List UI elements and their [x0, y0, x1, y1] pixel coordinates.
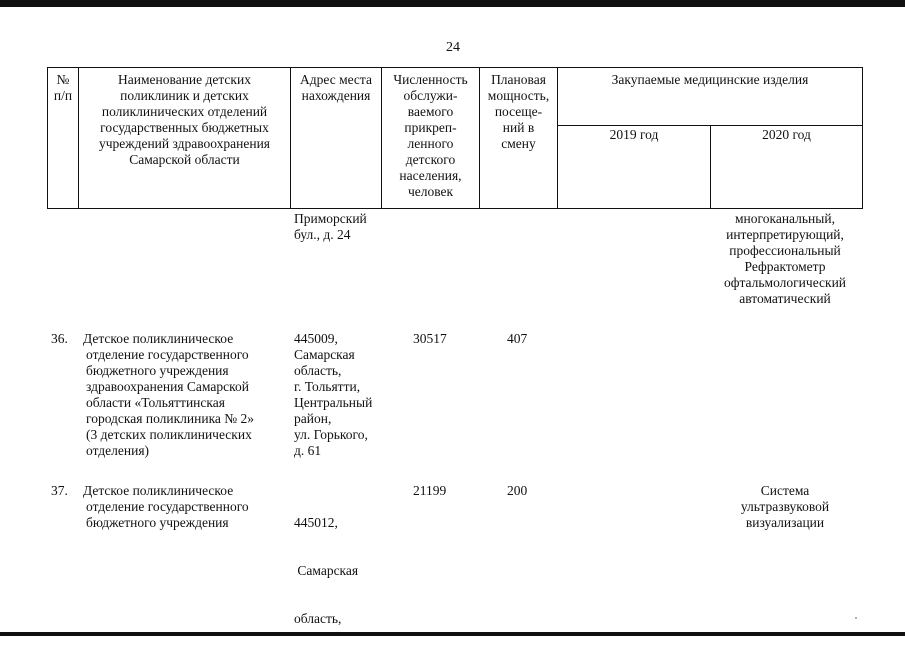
table-header [47, 67, 863, 209]
scan-speck [855, 617, 857, 619]
continuation-address: Приморский бул., д. 24 [294, 211, 367, 242]
header-2019: 2019 год [609, 127, 659, 142]
planned-capacity: 200 [507, 483, 528, 498]
planned-capacity: 407 [507, 331, 528, 346]
page-number: 24 [446, 40, 460, 55]
population-count: 21199 [413, 483, 447, 498]
row-number: 36. [51, 331, 68, 346]
institution-address: 445012, Самарская область, [294, 515, 359, 626]
header-num: № п/п [53, 72, 73, 103]
header-products: Закупаемые медицинские изделия [611, 72, 809, 87]
population-count: 30517 [413, 331, 447, 346]
institution-address: 445009, Самарская область, г. Тольятти, Центральный район, ул. Горького, д. 61 [294, 331, 373, 458]
row-number: 37. [51, 483, 68, 498]
header-address: Адрес места нахождения [300, 72, 372, 103]
institution-name: Детское поликлиническое отделение государственного бюджетного учреждения здравоохранения Самарской области «Тольяттинская городская поликлиника № 2» (3 детских поликлинических отделения) [83, 331, 255, 458]
bottom-border-rule [0, 632, 905, 636]
continuation-devices-2020: многоканальный, интерпретирующий, профессиональный Рефрактометр офтальмологический автоматический [723, 211, 847, 306]
header-population: Численность обслужи- ваемого прикреп- ленного детского населения, человек [393, 72, 468, 199]
top-border-rule [0, 0, 905, 7]
institution-name: Детское поликлиническое отделение государственного бюджетного учреждения [83, 483, 249, 530]
header-2020: 2020 год [762, 127, 811, 142]
devices-2020: Система ультразвуковой визуализации [740, 483, 830, 530]
header-capacity: Плановая мощность, посеще- ний в смену [487, 72, 550, 151]
header-name: Наименование детских поликлиник и детских поликлинических отделений государственных бюджетных учреждений здравоохранения Самарской области [98, 72, 271, 167]
